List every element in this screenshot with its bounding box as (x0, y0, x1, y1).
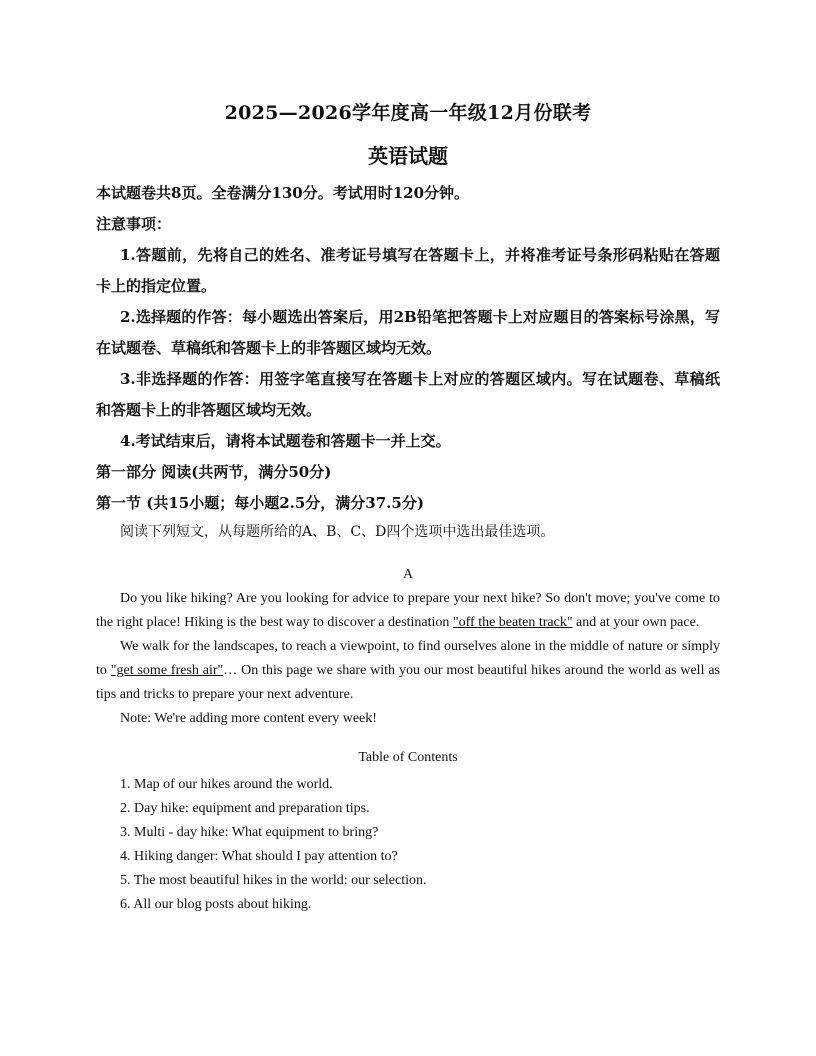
exam-title: 2025—2026学年度高一年级12月份联考 (224, 102, 592, 124)
notes-heading: 注意事项： (96, 215, 172, 233)
text-span: and at your own pace. (572, 615, 700, 630)
toc-item: 4. Hiking danger: What should I pay attention to? (120, 849, 398, 864)
passage-label: A (402, 567, 414, 582)
text-span: … On this page we share with you our most beautiful hikes around the world as well as tips and tricks to prepare your next adventure. (96, 663, 721, 702)
passage-note: Note: We're adding more content every week! (120, 711, 377, 726)
reading-passage (96, 563, 720, 917)
toc-item: 3. Multi - day hike: What equipment to bring? (120, 825, 379, 840)
part-heading: 第一部分 阅读(共两节，满分50分) (96, 463, 332, 481)
exam-intro: 本试题卷共8页。全卷满分130分。考试用时120分钟。 (96, 184, 470, 202)
reading-instructions: 阅读下列短文，从每题所给的A、B、C、D四个选项中选出最佳选项。 (120, 524, 555, 540)
note-item: 3.非选择题的作答：用签字笔直接写在答题卡上对应的答题区域内。写在试题卷、草稿纸和答题卡上的非答题区域均无效。 (96, 370, 720, 419)
underlined-phrase: "off the beaten track" (452, 615, 573, 630)
note-item: 2.选择题的作答：每小题选出答案后，用2B铅笔把答题卡上对应题目的答案标号涂黑，写在试题卷、草稿纸和答题卡上的非答题区域均无效。 (96, 308, 720, 357)
exam-notes (96, 178, 720, 519)
underlined-phrase: "get some fresh air" (110, 663, 224, 678)
toc-item: 1. Map of our hikes around the world. (120, 777, 333, 792)
exam-subtitle: 英语试题 (368, 144, 448, 168)
text-span: Do you like hiking? Are you looking for advice to prepare your next hike? So don't move; you've come to the right place! Hiking is the best way to discover a destination (96, 591, 720, 630)
section-heading: 第一节 (共15小题；每小题2.5分，满分37.5分) (96, 494, 424, 512)
text-span: We walk for the landscapes, to reach a viewpoint, to find ourselves alone in the middle of nature or simply to (96, 639, 720, 678)
toc-item: 2. Day hike: equipment and preparation tips. (120, 801, 370, 816)
table-of-contents (96, 773, 720, 917)
note-item: 1.答题前，先将自己的姓名、准考证号填写在答题卡上，并将准考证号条形码粘贴在答题卡上的指定位置。 (96, 246, 720, 295)
passage-paragraph (96, 635, 720, 707)
toc-title: Table of Contents (358, 750, 458, 765)
toc-item: 6. All our blog posts about hiking. (120, 897, 312, 912)
note-item: 4.考试结束后，请将本试题卷和答题卡一并上交。 (120, 432, 451, 450)
passage-paragraph (96, 587, 720, 635)
toc-item: 5. The most beautiful hikes in the world: our selection. (120, 873, 427, 888)
